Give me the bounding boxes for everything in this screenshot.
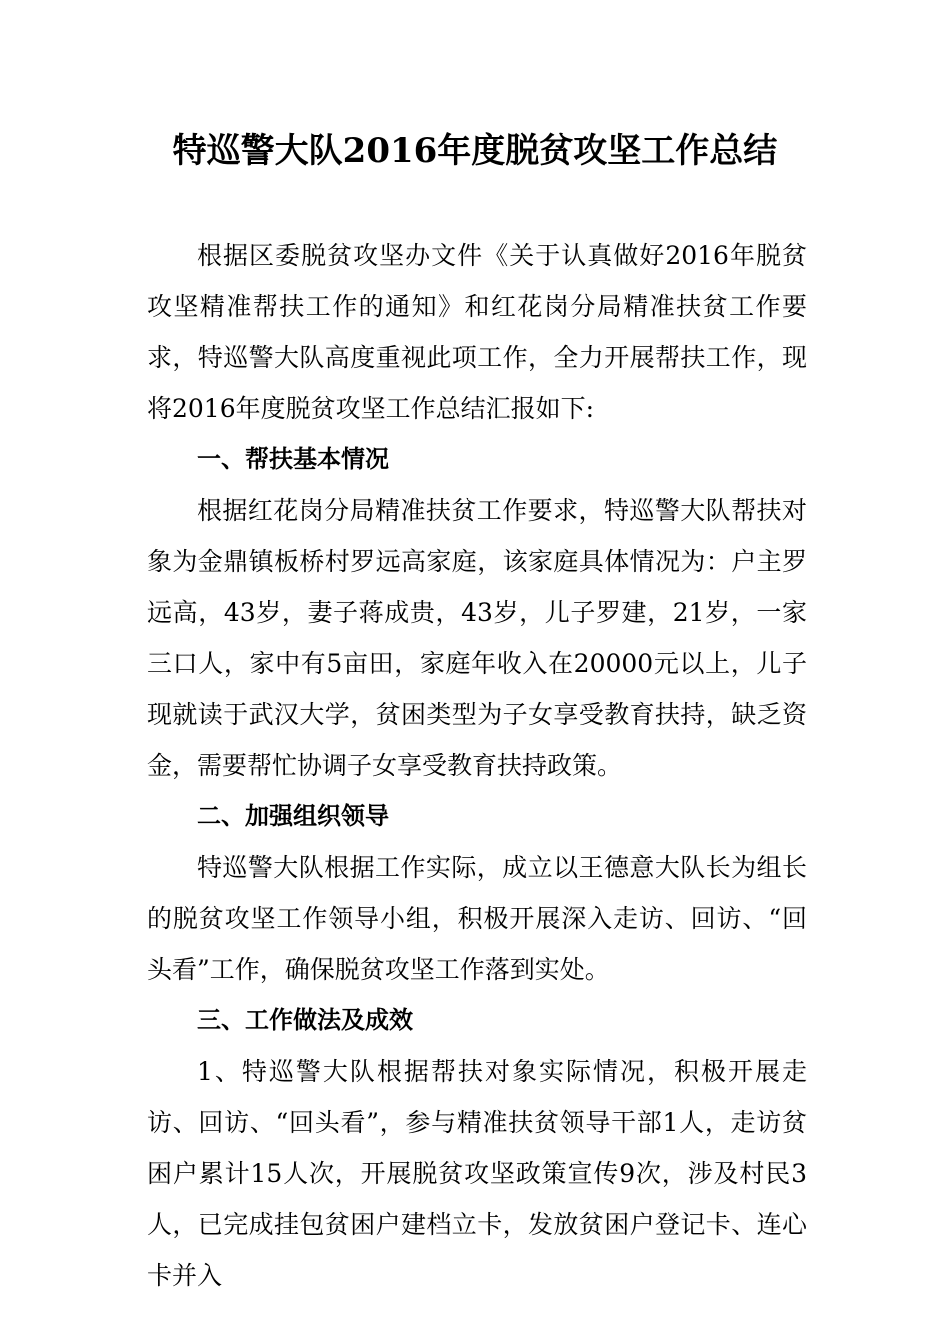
intro-paragraph: 根据区委脱贫攻坚办文件《关于认真做好2016年脱贫攻坚精准帮扶工作的通知》和红花岗分局精准扶贫工作要求，特巡警大队高度重视此项工作，全力开展帮扶工作，现将2016年度脱贫攻坚工作总结汇报如下: [147,241,807,423]
section-heading-leadership: 二、加强组织领导 [197,802,389,830]
section-heading-basic-situation: 一、帮扶基本情况 [197,445,389,473]
section-heading-practices: 三、工作做法及成效 [197,1006,413,1034]
section-paragraph-leadership: 特巡警大队根据工作实际，成立以王德意大队长为组长的脱贫攻坚工作领导小组，积极开展深入走访、回访、“回头看”工作，确保脱贫攻坚工作落到实处。 [147,853,807,984]
section-paragraph-practices: 1、特巡警大队根据帮扶对象实际情况，积极开展走访、回访、“回头看”，参与精准扶贫领导干部1人，走访贫困户累计15人次，开展脱贫攻坚政策宣传9次，涉及村民3人，已完成挂包贫困户建档立卡，发放贫困户登记卡、连心卡并入 [147,1057,807,1290]
document-title: 特巡警大队2016年度脱贫攻坚工作总结 [172,131,778,171]
section-paragraph-basic-situation: 根据红花岗分局精准扶贫工作要求，特巡警大队帮扶对象为金鼎镇板桥村罗远高家庭，该家庭具体情况为：户主罗远高，43岁，妻子蒋成贵，43岁，儿子罗建，21岁，一家三口人，家中有5亩田，家庭年收入在20000元以上，儿子现就读于武汉大学，贫困类型为子女享受教育扶持，缺乏资金，需要帮忙协调子女享受教育扶持政策。 [147,496,807,780]
document-body [147,230,807,1301]
